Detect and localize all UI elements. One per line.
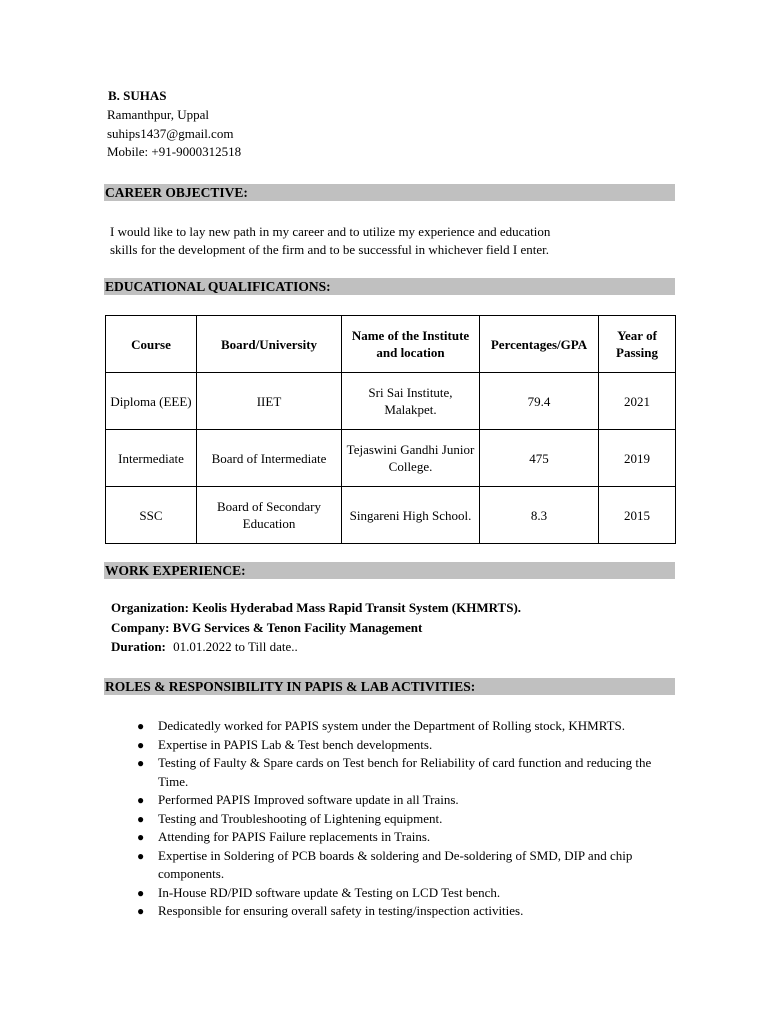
company-value: BVG Services & Tenon Facility Management (172, 620, 423, 635)
column-header-year: Year of Passing (599, 316, 676, 373)
list-item (137, 902, 677, 921)
column-header-percentage: Percentages/GPA (480, 316, 599, 373)
list-item (137, 791, 677, 810)
career-objective-line: skills for the development of the firm and to be successful in whichever field I enter. (110, 242, 549, 257)
list-item (137, 884, 677, 903)
list-item (137, 736, 677, 755)
cell-year: 2019 (599, 430, 676, 487)
table-row (106, 430, 676, 487)
bullet-icon: ● (137, 719, 145, 733)
list-item-text: Testing of Faulty & Spare cards on Test bench for Reliability of card function and reducing the Time. (158, 755, 652, 789)
list-item (137, 828, 677, 847)
list-item (137, 810, 677, 829)
cell-percentage: 8.3 (480, 487, 599, 544)
cell-institute: Tejaswini Gandhi Junior College. (342, 430, 480, 487)
list-item-text: Expertise in PAPIS Lab & Test bench developments. (158, 736, 433, 752)
bullet-icon: ● (137, 830, 145, 844)
table-row (106, 487, 676, 544)
organization-line (111, 598, 521, 618)
bullet-icon: ● (137, 885, 145, 900)
cell-board: Board of Secondary Education (197, 487, 342, 544)
career-objective-text (110, 223, 670, 259)
list-item (137, 717, 677, 736)
duration-line (111, 637, 298, 657)
list-item-text: Expertise in Soldering of PCB boards & soldering and De-soldering of SMD, DIP and chip components. (158, 847, 633, 881)
list-item-text: In-House RD/PID software update & Testing on LCD Test bench. (158, 884, 501, 900)
cell-board: Board of Intermediate (197, 430, 342, 487)
education-heading: EDUCATIONAL QUALIFICATIONS: (104, 278, 675, 295)
cell-year: 2021 (599, 373, 676, 430)
cell-course: Diploma (EEE) (106, 373, 197, 430)
column-header-institute: Name of the Institute and location (342, 316, 480, 373)
organization-label: Organization: (111, 600, 189, 615)
table-row (106, 373, 676, 430)
cell-percentage: 475 (480, 430, 599, 487)
organization-value: Keolis Hyderabad Mass Rapid Transit System (KHMRTS). (192, 600, 522, 615)
bullet-icon: ● (137, 756, 145, 770)
company-label: Company: (111, 620, 170, 635)
cell-institute: Singareni High School. (342, 487, 480, 544)
email: suhips1437@gmail.com (107, 126, 234, 141)
roles-heading: ROLES & RESPONSIBILITY IN PAPIS & LAB ACTIVITIES: (104, 678, 675, 695)
list-item (137, 847, 677, 884)
bullet-icon: ● (137, 793, 145, 807)
list-item-text: Responsible for ensuring overall safety in testing/inspection activities. (158, 903, 524, 918)
career-objective-heading: CAREER OBJECTIVE: (104, 184, 675, 201)
candidate-name: B. SUHAS (108, 88, 167, 103)
company-line (111, 618, 422, 638)
roles-list (137, 717, 677, 921)
list-item-text: Dedicatedly worked for PAPIS system under the Department of Rolling stock, KHMRTS. (158, 718, 626, 733)
list-item-text: Performed PAPIS Improved software update in all Trains. (158, 792, 459, 807)
cell-year: 2015 (599, 487, 676, 544)
list-item (137, 754, 677, 791)
address: Ramanthpur, Uppal (107, 107, 210, 122)
table-header-row (106, 316, 676, 373)
column-header-board: Board/University (197, 316, 342, 373)
cell-percentage: 79.4 (480, 373, 599, 430)
education-table (105, 315, 676, 544)
bullet-icon: ● (137, 811, 145, 826)
career-objective-line: I would like to lay new path in my career and to utilize my experience and education (110, 224, 551, 239)
list-item-text: Attending for PAPIS Failure replacements in Trains. (158, 829, 431, 844)
cell-course: SSC (106, 487, 197, 544)
work-experience-heading: WORK EXPERIENCE: (104, 562, 675, 579)
bullet-icon: ● (137, 848, 145, 863)
cell-course: Intermediate (106, 430, 197, 487)
column-header-course: Course (106, 316, 197, 373)
duration-value: 01.01.2022 to Till date.. (173, 639, 298, 654)
duration-label: Duration: (111, 639, 166, 654)
mobile: Mobile: +91-9000312518 (107, 144, 242, 159)
cell-board: IIET (197, 373, 342, 430)
list-item-text: Testing and Troubleshooting of Lightening equipment. (158, 810, 443, 826)
bullet-icon: ● (137, 737, 145, 752)
bullet-icon: ● (137, 904, 145, 918)
cell-institute: Sri Sai Institute, Malakpet. (342, 373, 480, 430)
